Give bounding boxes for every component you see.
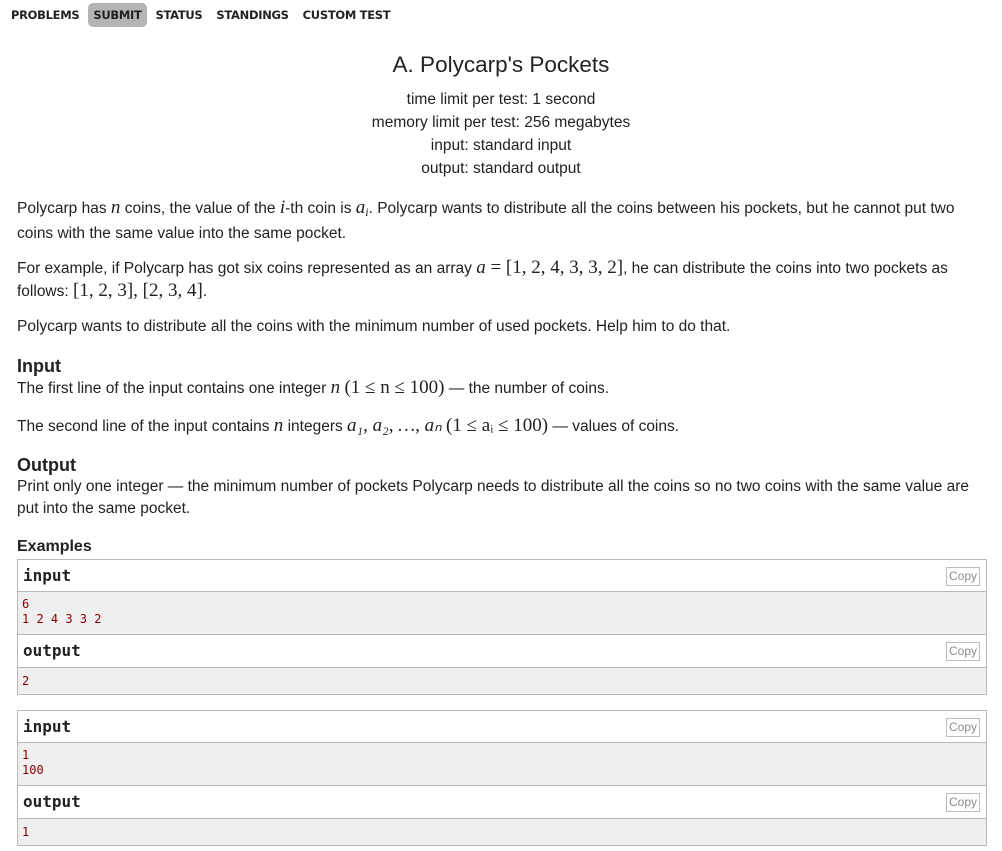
example-2-input-header xyxy=(17,710,987,743)
io-label: input xyxy=(23,566,72,585)
io-line: 1 xyxy=(22,748,30,762)
io-label: output xyxy=(23,641,81,660)
statement-paragraph-2 xyxy=(17,257,989,303)
math-array: = [1, 2, 4, 3, 3, 2] xyxy=(485,257,624,278)
example-2-input-body xyxy=(17,743,987,786)
nav-standings[interactable]: STANDINGS xyxy=(216,8,289,22)
stmt-text: . Polycarp wants to distribute all the coins between his pockets, but he cannot put two coins with the same value into the same pocket. xyxy=(17,200,955,242)
stmt-text: -th coin is xyxy=(285,200,356,217)
copy-button[interactable]: Copy xyxy=(946,793,980,812)
nav-problems[interactable]: PROBLEMS xyxy=(11,8,80,22)
stmt-text: — values of coins. xyxy=(548,418,680,435)
example-1-output-header xyxy=(17,635,987,668)
math-var: a xyxy=(476,257,486,278)
example-1-input-body xyxy=(17,592,987,635)
stmt-text: For example, if Polycarp has got six coins represented as an array xyxy=(17,260,477,277)
stmt-text: The second line of the input contains xyxy=(17,418,274,435)
output-section-title: Output xyxy=(17,455,76,475)
math-sequence: a₁, a₂, …, aₙ xyxy=(347,415,442,436)
statement-paragraph-1 xyxy=(17,197,989,245)
io-line: 1 xyxy=(22,825,30,839)
input-line-2 xyxy=(17,415,989,438)
io-line: 100 xyxy=(22,763,44,777)
stmt-text: The first line of the input contains one integer xyxy=(17,380,331,397)
stmt-text: . xyxy=(202,283,208,300)
math-var: a xyxy=(355,197,366,218)
problem-header xyxy=(0,50,1002,180)
math-var: n xyxy=(330,377,341,398)
problem-nav xyxy=(6,3,399,27)
copy-button[interactable]: Copy xyxy=(946,718,980,737)
input-file: input: standard input xyxy=(430,137,572,154)
nav-status[interactable]: STATUS xyxy=(155,8,203,22)
math-var: i xyxy=(279,197,286,218)
memory-limit: memory limit per test: 256 megabytes xyxy=(371,114,631,131)
math-constraint: (1 ≤ n ≤ 100) xyxy=(344,377,445,398)
math-var: n xyxy=(110,197,121,218)
io-label: input xyxy=(23,717,72,736)
input-line-1 xyxy=(17,377,989,400)
io-line: 6 xyxy=(22,597,30,611)
nav-submit[interactable]: SUBMIT xyxy=(88,3,146,27)
math-var: n xyxy=(273,415,284,436)
stmt-text: integers xyxy=(283,418,348,435)
io-line: 2 xyxy=(22,674,30,688)
example-1-output-body xyxy=(17,668,987,695)
stmt-text: coins, the value of the xyxy=(120,200,280,217)
copy-button[interactable]: Copy xyxy=(946,567,980,586)
io-label: output xyxy=(23,792,81,811)
io-line: 1 2 4 3 3 2 xyxy=(22,612,102,626)
output-description: Print only one integer — the minimum number of pockets Polycarp needs to distribute all the coins so no two coins with the same value are put into the same pocket. xyxy=(17,478,970,517)
example-2-output-body xyxy=(17,819,987,846)
stmt-text: , he can distribute the coins into two pockets as follows: xyxy=(17,260,948,300)
math-constraint: (1 ≤ aᵢ ≤ 100) xyxy=(446,415,549,436)
examples-title: Examples xyxy=(17,538,92,555)
time-limit: time limit per test: 1 second xyxy=(406,91,596,108)
output-file: output: standard output xyxy=(421,160,581,177)
statement-paragraph-3: Polycarp wants to distribute all the coins with the minimum number of used pockets. Help him to do that. xyxy=(17,318,731,335)
example-1-input-header xyxy=(17,559,987,592)
stmt-text: — the number of coins. xyxy=(444,380,610,397)
copy-button[interactable]: Copy xyxy=(946,642,980,661)
nav-custom-test[interactable]: CUSTOM TEST xyxy=(302,8,391,22)
math-subscript: i xyxy=(365,205,369,219)
math-pockets: [1, 2, 3], [2, 3, 4] xyxy=(73,280,203,301)
input-section-title: Input xyxy=(17,356,61,376)
stmt-text: Polycarp has xyxy=(17,200,111,217)
problem-title: A. Polycarp's Pockets xyxy=(392,52,610,77)
example-2-output-header xyxy=(17,786,987,819)
